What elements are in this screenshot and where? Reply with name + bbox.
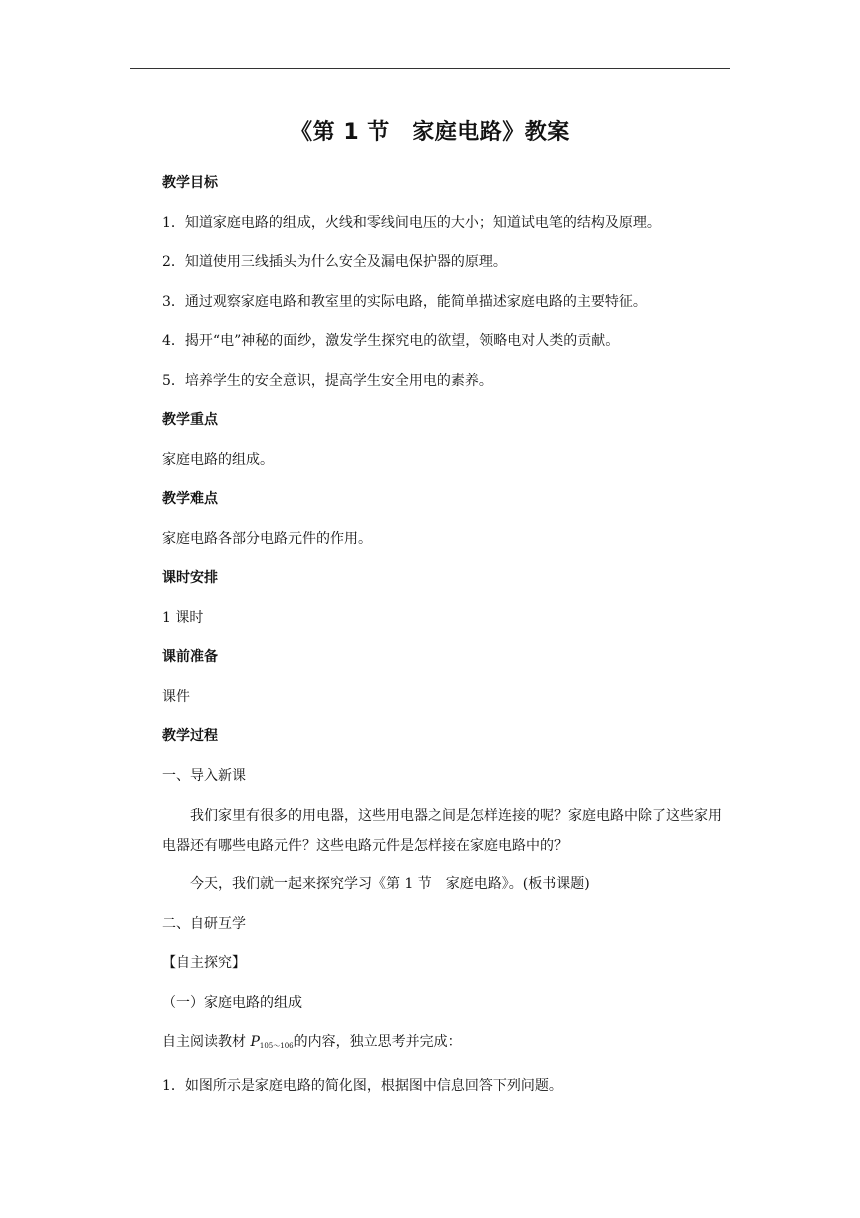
page-range: 105～106: [259, 1042, 294, 1050]
preparation-text: 课件: [162, 688, 190, 705]
schedule-text: 1 课时: [162, 609, 204, 626]
difficulty-text: 家庭电路各部分电路元件的作用。: [162, 530, 372, 547]
reading-suffix: 的内容，独立思考并完成：: [293, 1034, 462, 1050]
self-study-label: 【自主探究】: [162, 955, 246, 971]
page-symbol: P: [250, 1034, 260, 1050]
question-item: 1．如图所示是家庭电路的简化图，根据图中信息回答下列问题。: [162, 1077, 563, 1094]
process-heading: 教学过程: [162, 728, 218, 744]
objective-item: 4．揭开“电”神秘的面纱，激发学生探究电的欲望，领略电对人类的贡献。: [162, 333, 620, 349]
subsection-heading: （一）家庭电路的组成: [162, 994, 302, 1011]
key-point-heading: 教学重点: [162, 412, 218, 428]
header-rule: [130, 68, 730, 69]
intro-paragraph: [162, 796, 730, 865]
document-title: 《第 1 节 家庭电路》教案: [290, 120, 570, 145]
key-point-text: 家庭电路的组成。: [162, 451, 274, 468]
document-body: [162, 164, 730, 1106]
objective-item: 1．知道家庭电路的组成，火线和零线间电压的大小；知道试电笔的结构及原理。: [162, 214, 661, 231]
objectives-heading: 教学目标: [162, 175, 218, 191]
reading-prefix: 自主阅读教材: [162, 1034, 251, 1050]
preparation-heading: 课前准备: [162, 649, 218, 665]
intro-topic-line: 今天，我们就一起来探究学习《第 1 节 家庭电路》。(板书课题): [190, 876, 590, 892]
objective-item: 2．知道使用三线插头为什么安全及漏电保护器的原理。: [162, 254, 507, 270]
schedule-heading: 课时安排: [162, 570, 218, 586]
section-intro-heading: 一、导入新课: [162, 767, 246, 784]
reading-instruction: [162, 1023, 730, 1067]
objective-item: 5．培养学生的安全意识，提高学生安全用电的素养。: [162, 372, 493, 389]
intro-paragraph-text: 我们家里有很多的用电器，这些用电器之间是怎样连接的呢？家庭电路中除了这些家用电器还有哪些电路元件？这些电路元件是怎样接在家庭电路中的？: [162, 807, 722, 854]
objective-item: 3．通过观察家庭电路和教室里的实际电路，能简单描述家庭电路的主要特征。: [162, 293, 647, 310]
difficulty-heading: 教学难点: [162, 491, 218, 507]
section-self-study-heading: 二、自研互学: [162, 915, 246, 932]
